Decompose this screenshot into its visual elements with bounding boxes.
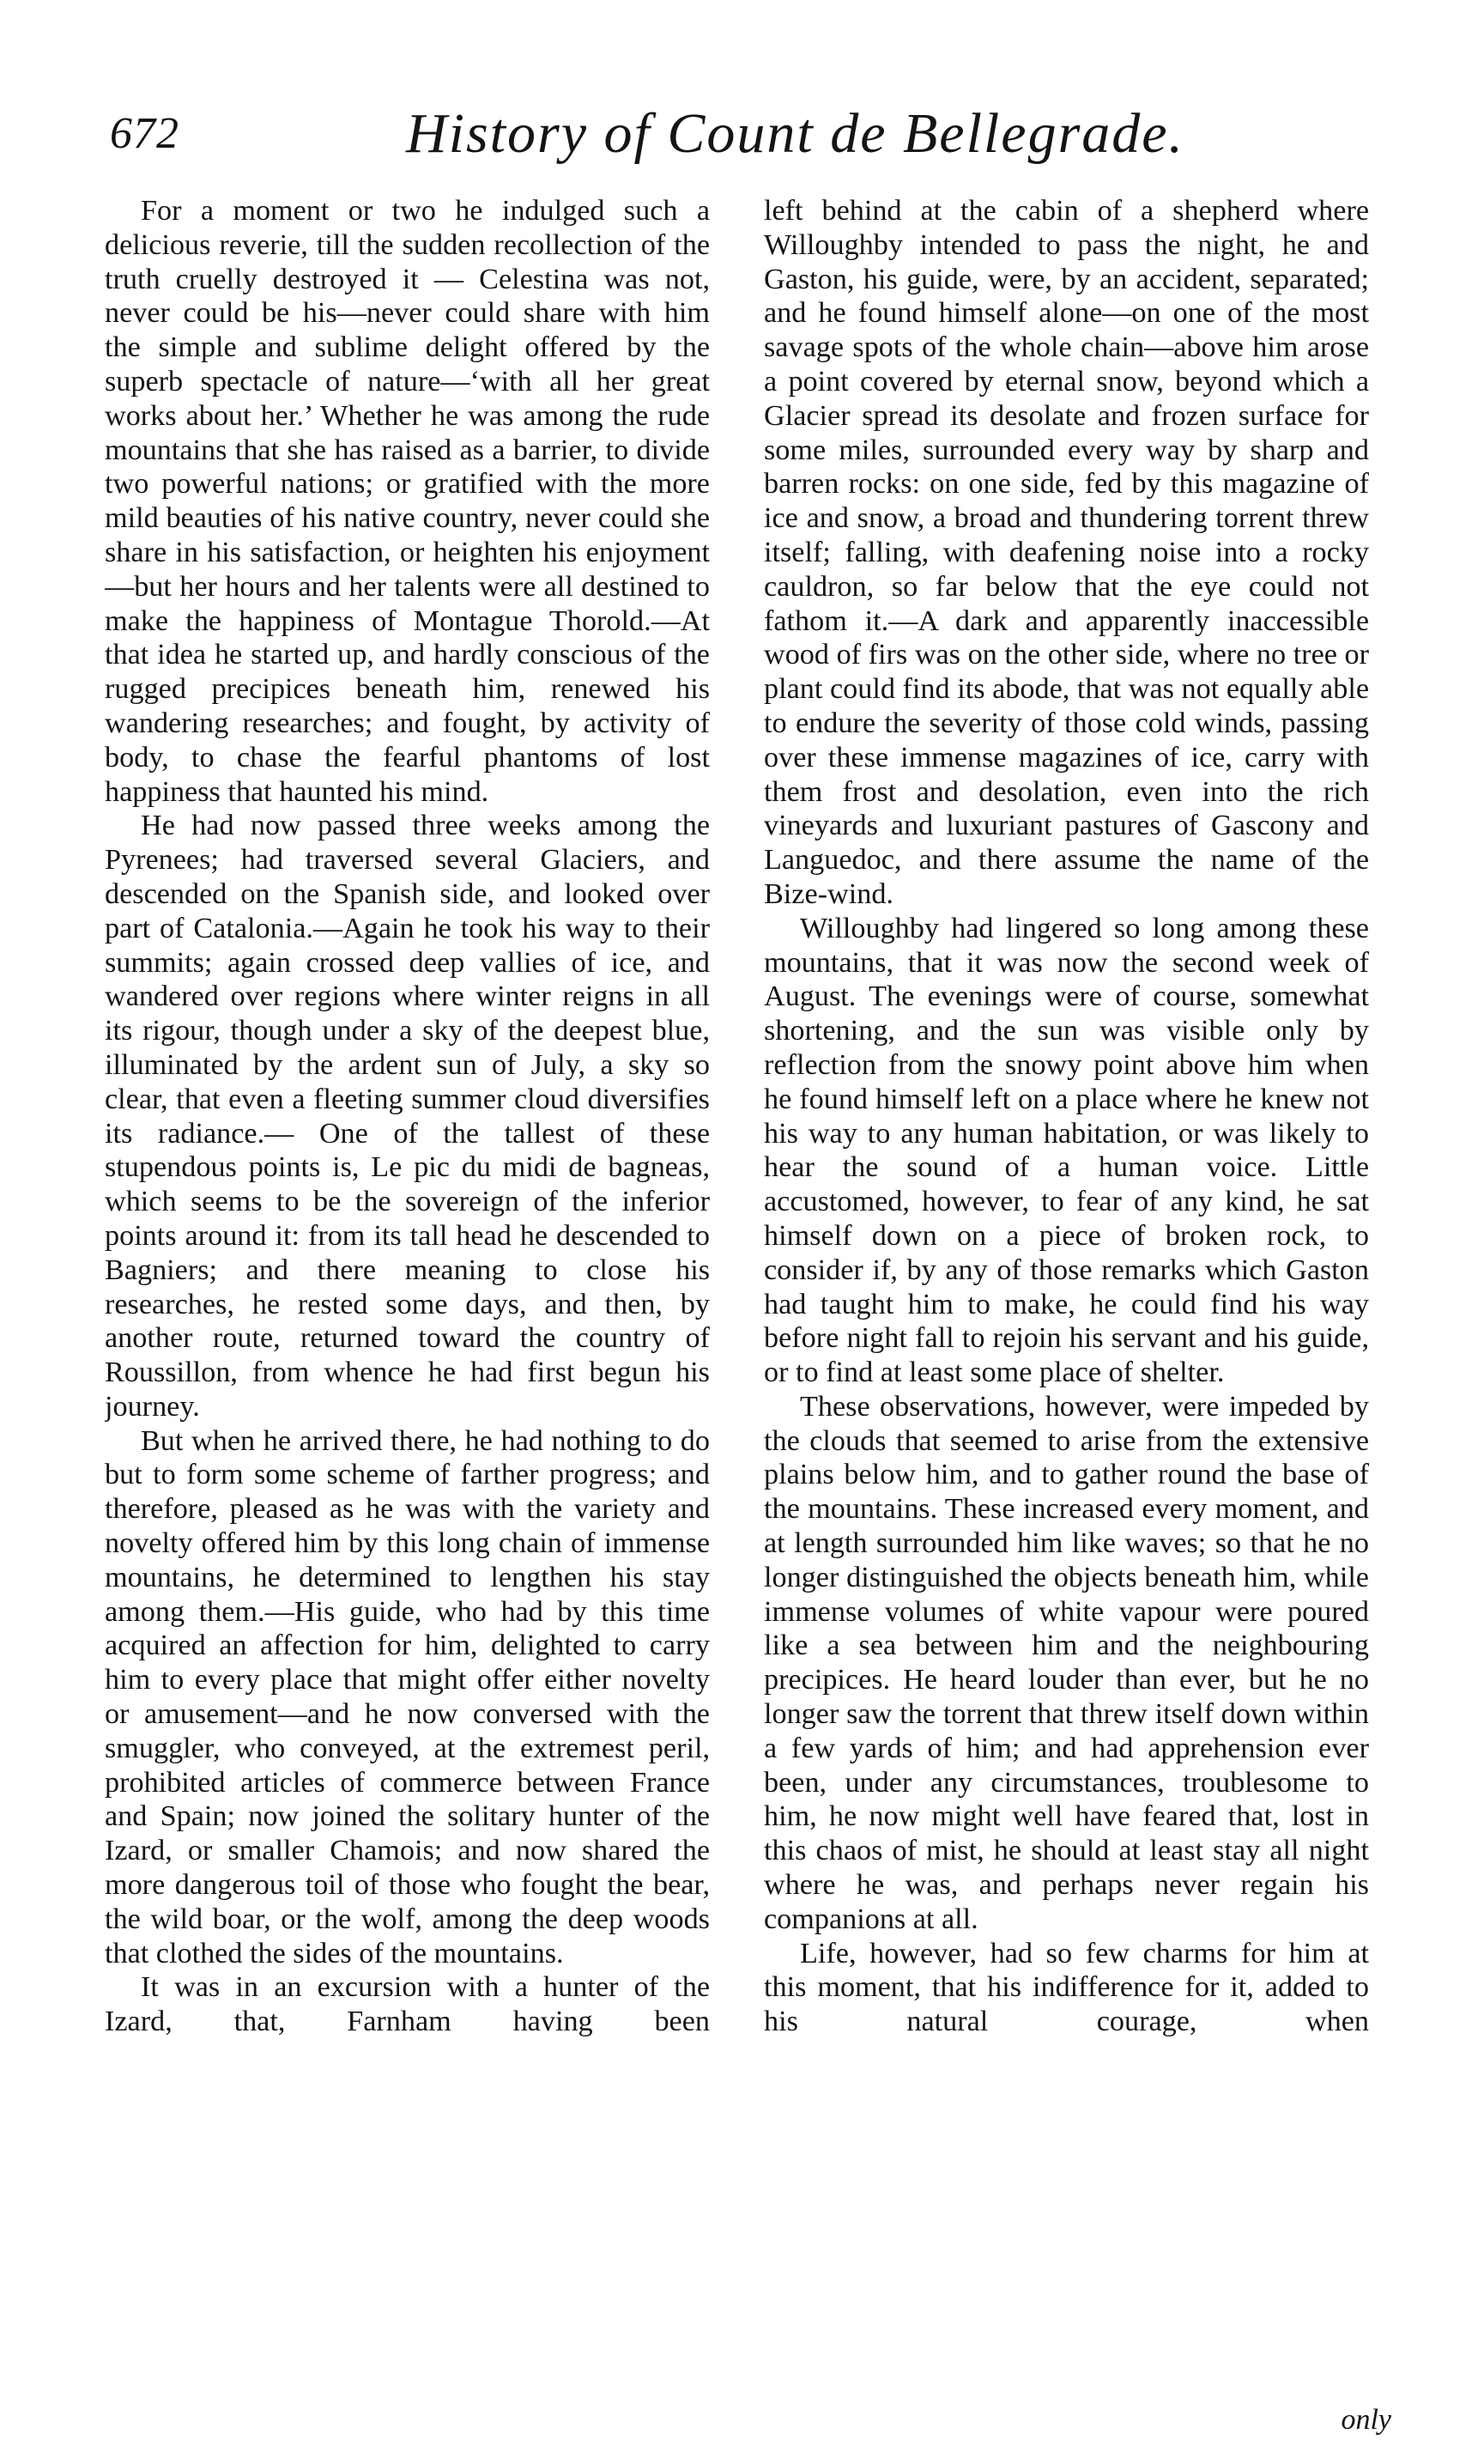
paragraph: Life, however, had so few charms for him at this moment, that his indifference for it, added to his natural courage, when	[764, 1937, 1369, 2038]
paragraph: It was in an excursion with a hunter of the Izard, that, Farnham having been	[105, 1971, 710, 2038]
paragraph: But when he arrived there, he had nothing to do but to form some scheme of farther progress; and therefore, pleased as he was with the variety and novelty offered him by this long chain of immense mountains, he determined to lengthen his stay among them.—His guide, who had by this time acquired an affection for him, delighted to carry him to every place that might offer either novelty or amusement—and he now conversed with the smuggler, who conveyed, at the extremest peril, prohibited articles of commerce between France and Spain; now joined the solitary hunter of the Izard, or smaller Chamois; and now shared the more dangerous toil of those who fought the bear, the wild boar, or the wolf, among the deep woods that clothed the sides of the mountains.	[105, 1424, 710, 1969]
right-column	[764, 194, 1369, 2426]
paragraph: left behind at the cabin of a shepherd where Willoughby intended to pass the night, he and Gaston, his guide, were, by an accident, separated; and he found himself alone—on one of the most savage spots of the whole chain—above him arose a point covered by eternal snow, beyond which a Glacier spread its desolate and frozen surface for some miles, surrounded every way by sharp and barren rocks: on one side, fed by this magazine of ice and snow, a broad and thundering torrent threw itself; falling, with deafening noise into a rocky cauldron, so far below that the eye could not fathom it.—A dark and apparently inaccessible wood of firs was on the other side, where no tree or plant could find its abode, that was not equally able to endure the severity of those cold winds, passing over these immense magazines of ice, carry with them frost and desolation, even into the rich vineyards and luxuriant pastures of Gascony and Languedoc, and there assume the name of the Bize-wind.	[764, 195, 1369, 910]
paragraph: He had now passed three weeks among the Pyrenees; had traversed several Glaciers, and descended on the Spanish side, and looked over part of Catalonia.—Again he took his way to their summits; again crossed deep vallies of ice, and wandered over regions where winter reigns in all its rigour, though under a sky of the deepest blue, illuminated by the ardent sun of July, a sky so clear, that even a fleeting summer cloud diversifies its radiance.— One of the tallest of these stupendous points is, Le pic du midi de bagneas, which seems to be the sovereign of the inferior points around it: from its tall head he descended to Bagniers; and there meaning to close his researches, he rested some days, and then, by another route, returned toward the country of Roussillon, from whence he had first begun his journey.	[105, 810, 710, 1423]
paragraph: Willoughby had lingered so long among these mountains, that it was now the second week of August. The evenings were of course, somewhat shortening, and the sun was visible only by reflection from the snowy point above him when he found himself left on a place where he knew not his way to any human habitation, or was likely to hear the sound of a human voice. Little accustomed, however, to fear of any kind, he sat himself down on a piece of broken rock, to consider if, by any of those remarks which Gaston had taught him to make, he could find his way before night fall to rejoin his servant and his guide, or to find at least some place of shelter.	[764, 912, 1369, 1389]
left-column	[105, 194, 710, 2426]
paragraph: For a moment or two he indulged such a delicious reverie, till the sudden recollection of the truth cruelly destroyed it — Celestina was not, never could be his—never could share with him the simple and sublime delight offered by the superb spectacle of nature—‘with all her great works about her.’ Whether he was among the rude mountains that she has raised as a barrier, to divide two powerful nations; or gratified with the more mild beauties of his native country, never could she share in his satisfaction, or heighten his enjoyment—but her hours and her talents were all destined to make the happiness of Montague Thorold.—At that idea he started up, and hardly conscious of the rugged precipices beneath him, renewed his wandering researches; and fought, by activity of body, to chase the fearful phantoms of lost happiness that haunted his mind.	[105, 195, 710, 808]
running-title: History of Count de Bellegrade.	[406, 102, 1185, 165]
catchword: only	[1341, 2404, 1391, 2436]
paragraph: These observations, however, were impeded by the clouds that seemed to arise from the extensive plains below him, and to gather round the base of the mountains. These increased every moment, and at length surrounded him like waves; so that he no longer distinguished the objects beneath him, while immense volumes of white vapour were poured like a sea between him and the neighbouring precipices. He heard louder than ever, but he no longer saw the torrent that threw itself down within a few yards of him; and had apprehension ever been, under any circumstances, troublesome to him, he now might well have feared that, lost in this chaos of mist, he should at least stay all night where he was, and perhaps never regain his companions at all.	[764, 1390, 1369, 1935]
page-number: 672	[110, 109, 179, 158]
page-header	[101, 101, 1372, 179]
